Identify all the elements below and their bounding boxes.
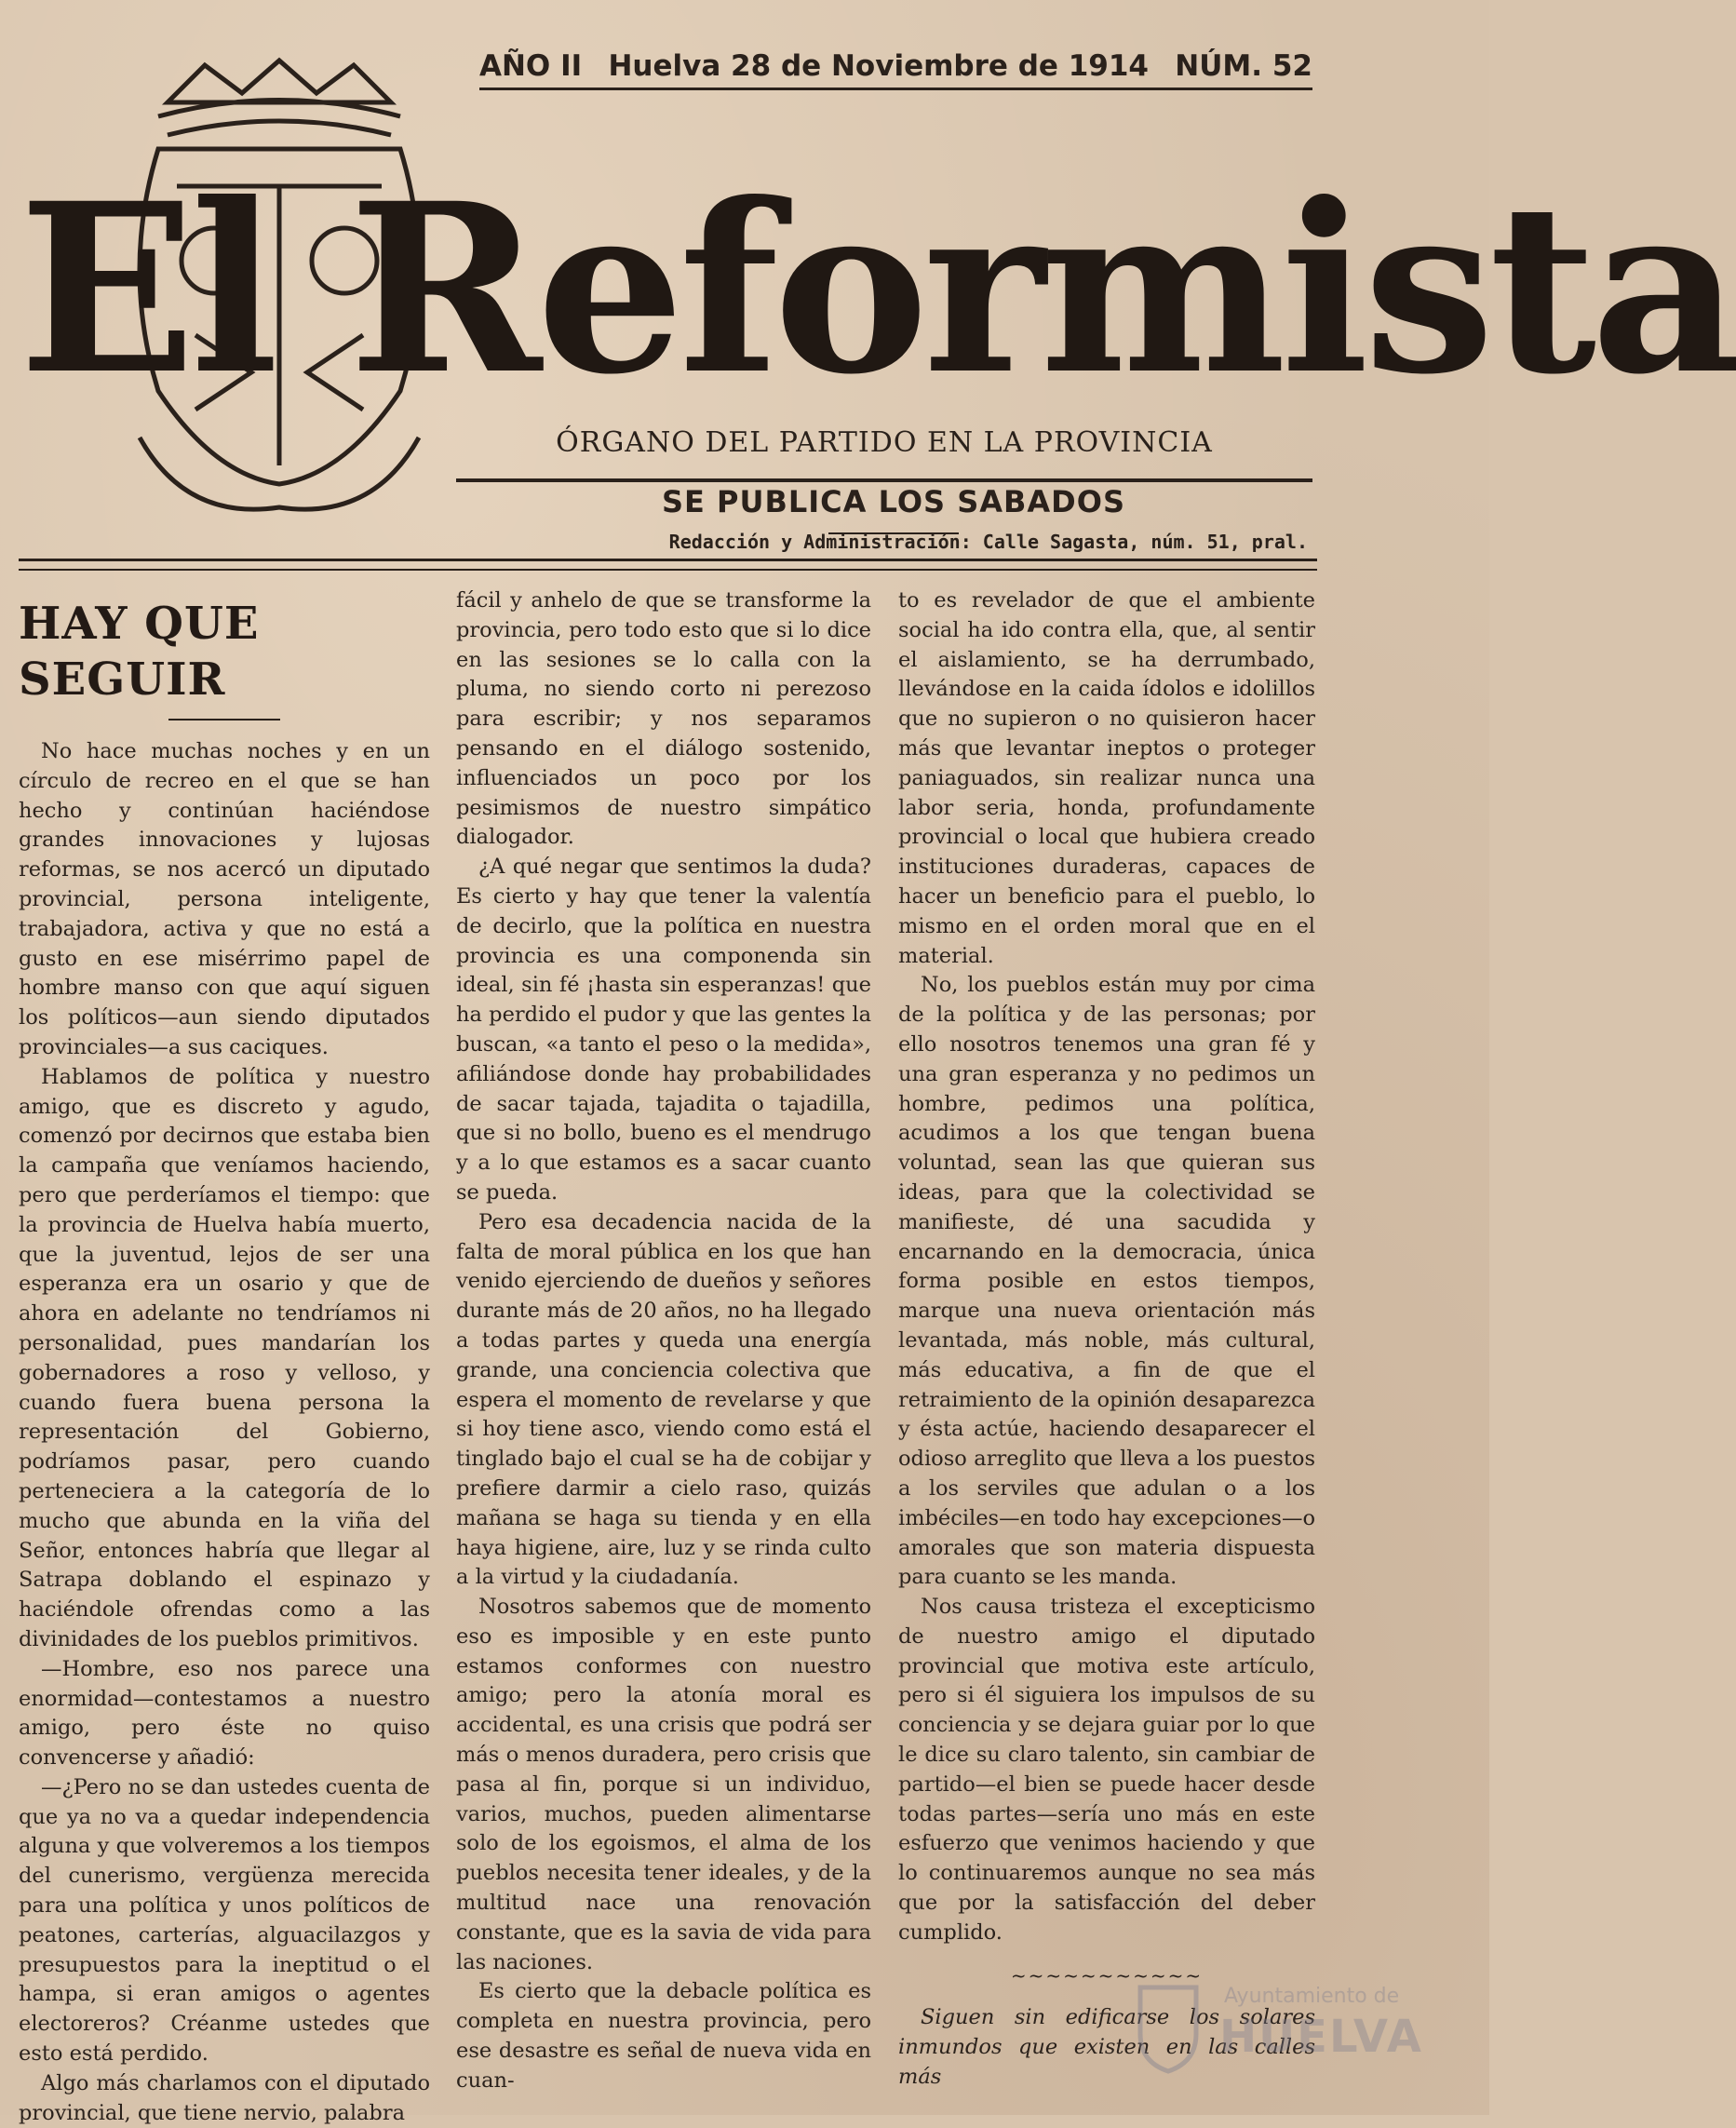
year-label: AÑO II	[479, 49, 583, 83]
shield-icon	[1136, 1983, 1201, 2076]
newspaper-title: El Reformista	[19, 152, 1736, 425]
paragraph: ¿A qué negar que sentimos la duda? Es cierto y hay que tener la valentía de decirlo, que la política en nuestra provincia es una componenda sin ideal, sin fé ¡hasta sin esperanzas! que ha perdido el pudor y que las gentes la buscan, «a tanto el peso o la medida», afiliándose donde hay probabilidades de sacar tajada, tajadita o tajadilla, que si no bollo, bueno es el mendrugo y a lo que estamos es a sacar cuanto se pueda.	[456, 855, 871, 1205]
paragraph: Es cierto que la debacle política es completa en nuestra provincia, pero ese desastre es señal de nueva vida en cuan-	[456, 1979, 871, 2093]
paragraph: —¿Pero no se dan ustedes cuenta de que ya no va a quedar independencia alguna y que volveremos a los tiempos del cunerismo, vergüenza merecida para una política y unos políticos de peatones, carterías, alguacilazgos y presupuestos para la ineptitud o el hampa, si eran amigos o agentes electoreros? Créanme ustedes que esto está perdido.	[19, 1774, 430, 2067]
editorial-address: Redacción y Administración: Calle Sagasta, núm. 51, pral.	[668, 531, 1308, 553]
article-headline: HAY QUE SEGUIR	[19, 598, 260, 706]
headline-rule	[168, 719, 280, 721]
section-ornament: ~~~~~~~~~~~	[1010, 1963, 1204, 1987]
paragraph: No, los pueblos están muy por cima de la política y de las personas; por ello nosotros tenemos una gran fé y una gran esperanza y no pedimos un hombre, pedimos una política, acudimos a los que tengan buena voluntad, sean las que quieran sus ideas, para que la colectividad se manifieste, dé una sacudida y encarnando en la democracia, única forma posible en estos tiempos, marque una nueva orientación más levantada, más noble, más cultural, más educativa, a fin de que el retraimiento de la opinión desaparezca y ésta actúe, haciendo desaparecer el odioso arreglito que lleva a los puestos a los serviles que adulan o a los imbéciles—en todo hay excepciones—o amorales que son materia dispuesta para cuanto se les manda.	[898, 973, 1315, 1590]
paragraph: Pero esa decadencia nacida de la falta de moral pública en los que han venido ejerciendo de dueños y señores durante más de 20 años, no ha llegado a todas partes y queda una energía grande, una conciencia colectiva que espera el momento de revelarse y que si hoy tiene asco, viendo como está el tinglado bajo el cual se ha de cobijar y prefiere darmir a cielo raso, quizás mañana se haga su tienda y en ella haya higiene, aire, luz y se rinda culto a la virtud y la ciudadanía.	[456, 1209, 871, 1590]
watermark-top-text: Ayuntamiento de	[1224, 1985, 1400, 2008]
next-item-text: Siguen sin edificarse los solares inmundos que existen en las calles más	[898, 2005, 1315, 2090]
article-column-3	[898, 586, 1315, 2093]
archive-watermark	[1136, 1973, 1423, 2085]
publication-frequency: SE PUBLICA LOS SABADOS	[633, 484, 1154, 531]
article-column-1	[19, 596, 430, 2128]
organ-subtitle: ÓRGANO DEL PARTIDO EN LA PROVINCIA	[456, 426, 1312, 482]
article-column-2	[456, 586, 871, 2096]
issue-number: NÚM. 52	[1175, 49, 1312, 83]
paragraph: Nosotros sabemos que de momento eso es imposible y en este punto estamos conformes con nuestro amigo; pero la atonía moral es accidental, es una crisis que podrá ser más o menos duradera, pero crisis que pasa al fin, porque si un individuo, varios, muchos, pueden alimentarse solo de los egoismos, el alma de los pueblos necesita tener ideales, y de la multitud nace una renovación constante, que es la savia de vida para las naciones.	[456, 1595, 871, 1974]
paragraph: Nos causa tristeza el excepticismo de nuestro amigo el diputado provincial que motiva este artículo, pero si él siguiera los impulsos de su conciencia y se dejara guiar por lo que le dice su claro talento, sin cambiar de partido—el bien se puede hacer desde todas partes—sería uno más en este esfuerzo que venimos haciendo y que lo continuaremos aunque no sea más que por la satisfacción del deber cumplido.	[898, 1595, 1315, 1945]
paragraph: Algo más charlamos con el diputado provincial, que tiene nervio, palabra	[19, 2070, 430, 2125]
place-date: Huelva 28 de Noviembre de 1914	[608, 49, 1149, 83]
paragraph: No hace muchas noches y en un círculo de recreo en el que se han hecho y continúan haciéndose grandes innovaciones y lujosas reformas, se nos acercó un diputado provincial, persona inteligente, trabajadora, activa y que no está a gusto en ese misérrimo papel de hombre manso con que aquí siguen los políticos—aun siendo diputados provinciales—a sus caciques.	[19, 739, 430, 1059]
watermark-city-text: HUELVA	[1219, 2011, 1423, 2063]
masthead-info-line	[479, 45, 1312, 90]
paragraph: Hablamos de política y nuestro amigo, que es discreto y agudo, comenzó por decirnos que estaba bien la campaña que veníamos haciendo, pero que perderíamos el tiempo: que la provincia de Huelva había muerto, que la juventud, lejos de ser una esperanza era un osario y que de ahora en adelante no tendríamos ni personalidad, pues mandarían los gobernadores a roso y velloso, y cuando fuera buena persona la representación del Gobierno, podríamos pasar, pero cuando perteneciera a la categoría de lo mucho que abunda en la viña del Señor, entonces habría que llegar al Satrapa doblando el espinazo y haciéndole ofrendas como a las divinidades de los pueblos primitivos.	[19, 1064, 430, 1651]
masthead-divider	[19, 559, 1317, 571]
paragraph: to es revelador de que el ambiente social ha ido contra ella, que, al sentir el aislamiento, se ha derrumbado, llevándose en la caida ídolos e idolillos que no supieron o no quisieron hacer más que levantar ineptos o proteger paniaguados, sin realizar nunca una labor seria, honda, profundamente provincial o local que hubiera creado instituciones duraderas, capaces de hacer un beneficio para el pueblo, lo mismo en el orden moral que en el material.	[898, 588, 1315, 968]
paragraph: fácil y anhelo de que se transforme la provincia, pero todo esto que si lo dice en las sesiones se lo calla con la pluma, no siendo corto ni perezoso para escribir; y nos separamos pensando en el diálogo sostenido, influenciados un poco por los pesimismos de nuestro simpático dialogador.	[456, 588, 871, 850]
paragraph: —Hombre, eso nos parece una enormidad—contestamos a nuestro amigo, pero éste no quiso convencerse y añadió:	[19, 1656, 430, 1771]
